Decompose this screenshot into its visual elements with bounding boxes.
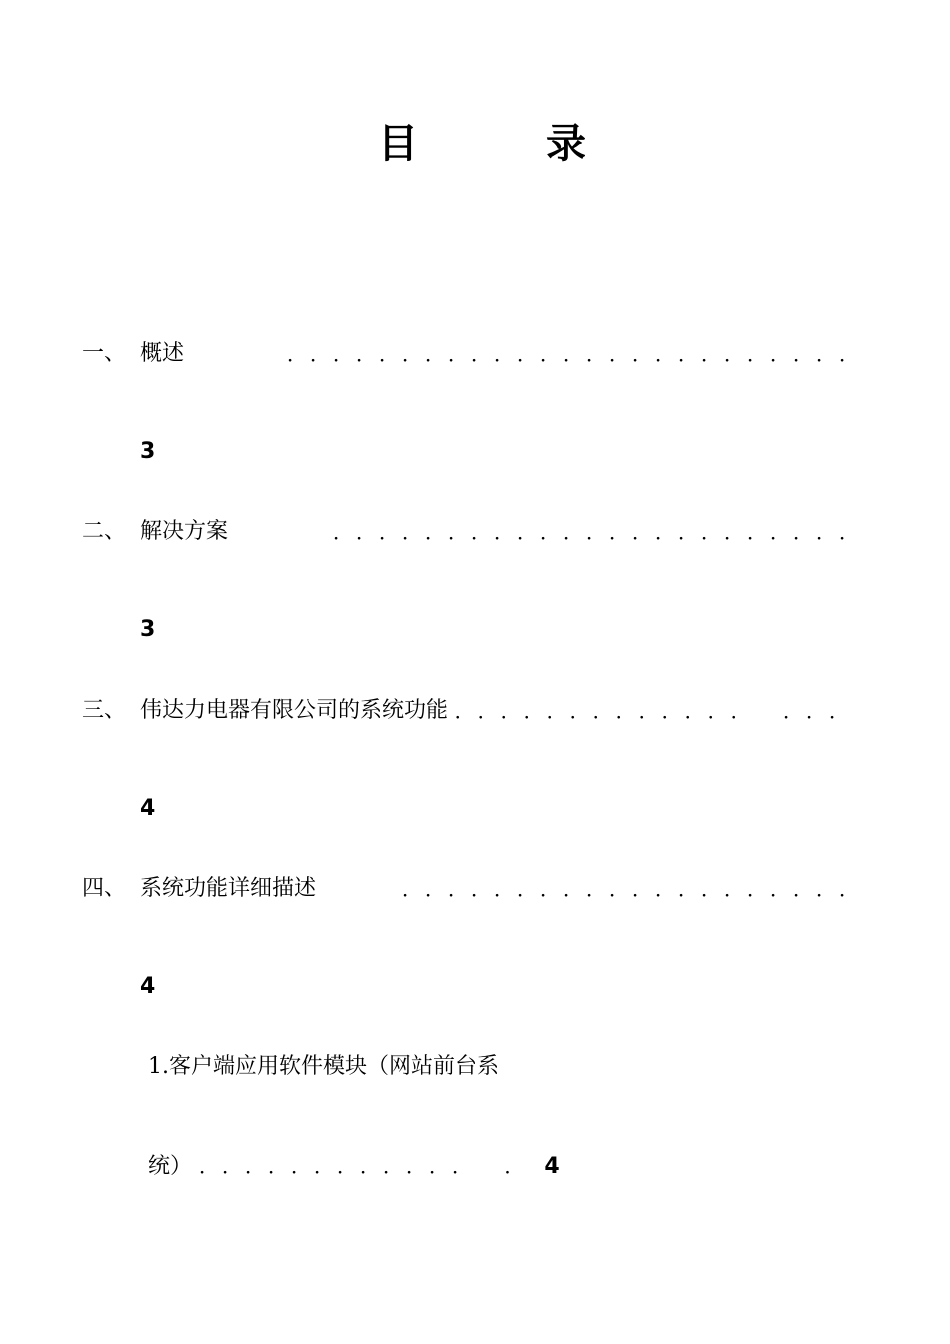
toc-entry-4[interactable] xyxy=(0,869,950,909)
toc-entry-title: 系统功能详细描述 xyxy=(140,876,317,901)
toc-entry-title: 解决方案 xyxy=(140,519,229,544)
toc-entry-3[interactable] xyxy=(0,691,950,731)
toc-subentry-1-line-2[interactable] xyxy=(148,1146,560,1186)
toc-leader-dots: ．．．．．．．．．．．．．．．．．．．．．．． xyxy=(333,520,872,544)
toc-page-number-2: 3 xyxy=(140,617,156,642)
toc-leader-dots: ．．．．．．．．．．．．．．．．．．．． xyxy=(402,877,872,901)
toc-subentry-title-cont: 统） xyxy=(148,1154,193,1179)
toc-entry-number: 一、 xyxy=(82,341,127,366)
toc-entry-number: 二、 xyxy=(82,519,127,544)
title-char-1: 目 xyxy=(378,121,418,167)
title-char-2: 录 xyxy=(546,121,586,167)
toc-entry-number: 三、 xyxy=(82,698,127,723)
toc-subentry-title: 1.客户端应用软件模块（网站前台系 xyxy=(148,1054,499,1079)
toc-entry-number: 四、 xyxy=(82,876,127,901)
toc-leader-dots: ．．．．．．．．．．．．．．．．．．．．．．．．． xyxy=(287,342,872,366)
toc-subentry-1-line-1[interactable] xyxy=(148,1047,499,1087)
toc-page-number-4: 4 xyxy=(140,974,156,999)
toc-entry-2[interactable] xyxy=(0,512,950,552)
toc-entry-title: 伟达力电器有限公司的系统功能 xyxy=(140,698,449,723)
toc-page-number-1: 3 xyxy=(140,439,156,464)
page-title xyxy=(0,118,950,178)
toc-leader-dots: ．．．．．．．．．．．． ． xyxy=(199,1154,538,1178)
toc-subentry-page-number: 4 xyxy=(544,1154,560,1179)
toc-entry-title: 概述 xyxy=(140,341,185,366)
toc-page-number-3: 4 xyxy=(140,796,156,821)
toc-entry-1[interactable] xyxy=(0,334,950,374)
toc-leader-dots: ．．．．．．．．．．．．． ．．． xyxy=(454,699,862,723)
